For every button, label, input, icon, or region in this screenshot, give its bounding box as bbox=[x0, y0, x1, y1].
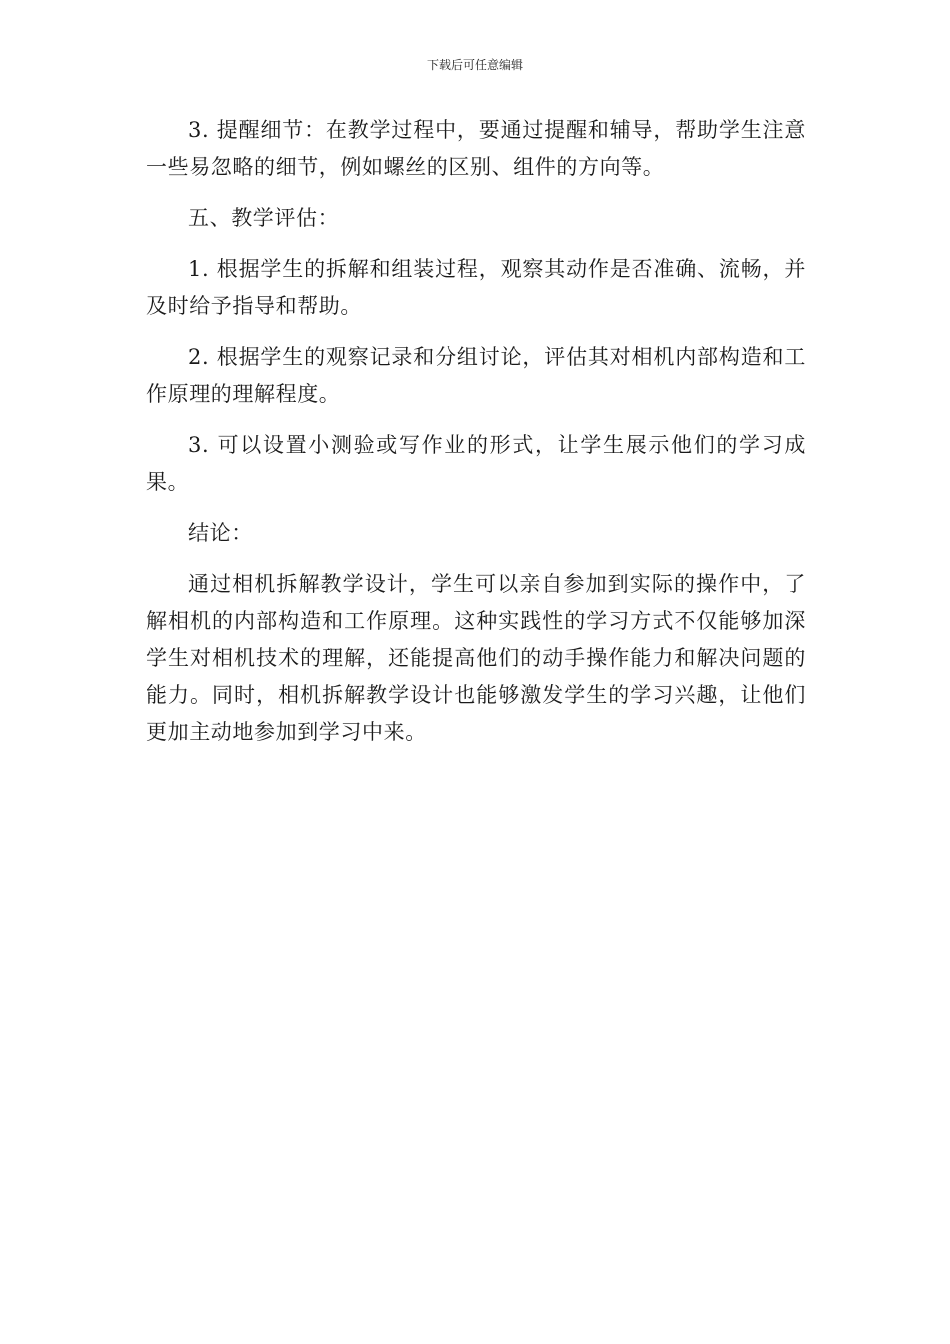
document-body bbox=[146, 112, 806, 765]
paragraph-evaluation-2: 2. 根据学生的观察记录和分组讨论，评估其对相机内部构造和工作原理的理解程度。 bbox=[146, 345, 806, 406]
paragraph-evaluation-3: 3. 可以设置小测验或写作业的形式，让学生展示他们的学习成果。 bbox=[146, 433, 806, 494]
section-heading-conclusion: 结论： bbox=[188, 521, 253, 545]
paragraph-conclusion: 通过相机拆解教学设计，学生可以亲自参加到实际的操作中，了解相机的内部构造和工作原理。这种实践性的学习方式不仅能够加深学生对相机技术的理解，还能提高他们的动手操作能力和解决问题的能力。同时，相机拆解教学设计也能够激发学生的学习兴趣，让他们更加主动地参加到学习中来。 bbox=[146, 572, 806, 744]
page-header: 下载后可任意编辑 bbox=[426, 58, 523, 72]
paragraph-reminder-details: 3. 提醒细节：在教学过程中，要通过提醒和辅导，帮助学生注意一些易忽略的细节，例如螺丝的区别、组件的方向等。 bbox=[146, 118, 806, 179]
paragraph-evaluation-1: 1. 根据学生的拆解和组装过程，观察其动作是否准确、流畅，并及时给予指导和帮助。 bbox=[146, 257, 806, 318]
section-heading-teaching-evaluation: 五、教学评估： bbox=[188, 206, 340, 230]
